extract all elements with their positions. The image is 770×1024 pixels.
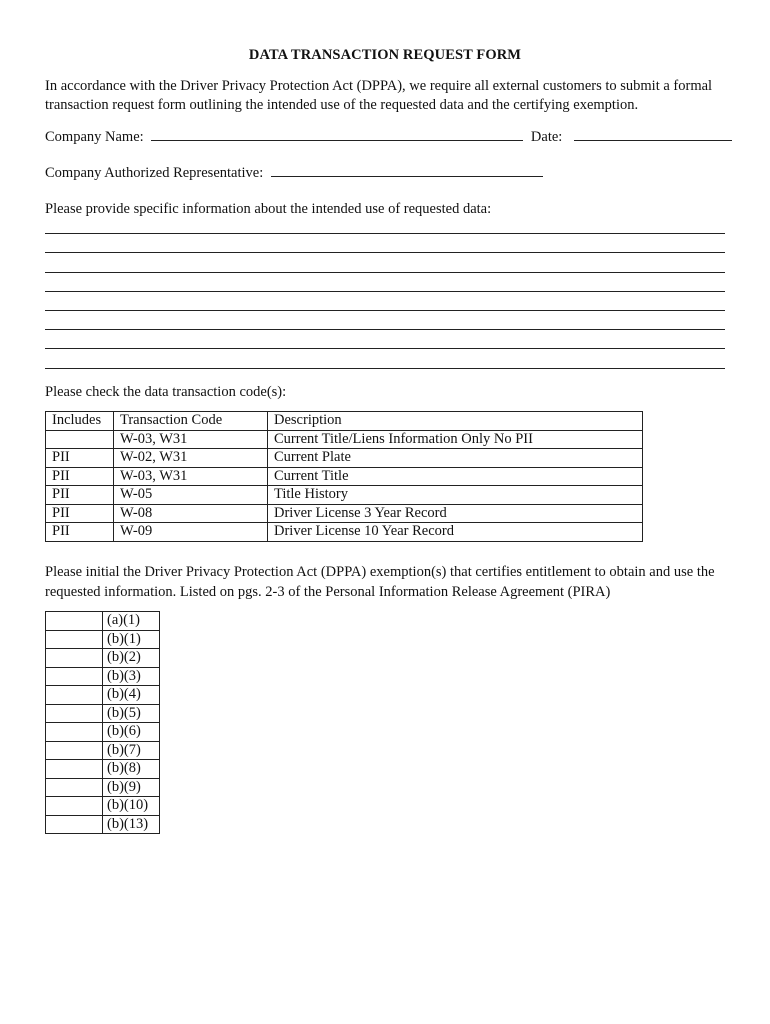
initial-cell[interactable]: [46, 778, 103, 797]
company-date-row: [45, 128, 735, 146]
exemption-code: (b)(6): [103, 723, 160, 742]
writing-line: [45, 349, 725, 368]
intended-use-prompt: Please provide specific information about the intended use of requested data:: [45, 201, 492, 217]
table-row: [46, 723, 160, 742]
writing-line: [45, 273, 725, 292]
initial-cell[interactable]: [46, 741, 103, 760]
date-field[interactable]: [574, 128, 732, 141]
initial-cell[interactable]: [46, 667, 103, 686]
description-cell: Driver License 10 Year Record: [268, 523, 643, 542]
table-row: [46, 815, 160, 834]
initial-cell[interactable]: [46, 612, 103, 631]
table-row: [46, 523, 643, 542]
description-cell: Current Title: [268, 467, 643, 486]
description-cell: Driver License 3 Year Record: [268, 504, 643, 523]
header-includes: Includes: [46, 412, 114, 431]
initial-cell[interactable]: [46, 649, 103, 668]
code-cell: W-05: [114, 486, 268, 505]
exemption-code: (b)(4): [103, 686, 160, 705]
writing-line: [45, 234, 725, 253]
initial-exemptions-prompt: Please initial the Driver Privacy Protection Act (DPPA) exemption(s) that certifies entitlement to obtain and use the requested information. Listed on pgs. 2-3 of the Personal Information Release Agreement (PIRA): [45, 564, 715, 600]
includes-cell[interactable]: PII: [46, 467, 114, 486]
table-row: [46, 667, 160, 686]
exemption-code: (b)(7): [103, 741, 160, 760]
table-row: [46, 430, 643, 449]
company-name-field[interactable]: [151, 128, 523, 141]
code-cell: W-02, W31: [114, 449, 268, 468]
table-row: [46, 649, 160, 668]
initial-cell[interactable]: [46, 723, 103, 742]
exemption-code: (a)(1): [103, 612, 160, 631]
table-row: [46, 778, 160, 797]
intended-use-field[interactable]: [45, 215, 725, 369]
exemption-code: (b)(9): [103, 778, 160, 797]
code-cell: W-08: [114, 504, 268, 523]
exemption-code: (b)(8): [103, 760, 160, 779]
code-cell: W-03, W31: [114, 430, 268, 449]
table-row: [46, 449, 643, 468]
exemption-code: (b)(5): [103, 704, 160, 723]
exemption-code: (b)(10): [103, 797, 160, 816]
company-name-label: Company Name:: [45, 129, 144, 145]
code-cell: W-03, W31: [114, 467, 268, 486]
exemption-code: (b)(3): [103, 667, 160, 686]
includes-cell[interactable]: PII: [46, 504, 114, 523]
table-row: [46, 612, 160, 631]
table-row: [46, 504, 643, 523]
table-row: [46, 741, 160, 760]
initial-cell[interactable]: [46, 704, 103, 723]
writing-line: [45, 215, 725, 234]
header-description: Description: [268, 412, 643, 431]
writing-line: [45, 292, 725, 311]
table-row: [46, 797, 160, 816]
table-row: [46, 630, 160, 649]
table-header-row: [46, 412, 643, 431]
transaction-codes-table: [45, 411, 643, 542]
initial-cell[interactable]: [46, 630, 103, 649]
initial-cell[interactable]: [46, 815, 103, 834]
includes-cell[interactable]: PII: [46, 486, 114, 505]
includes-cell[interactable]: PII: [46, 449, 114, 468]
description-cell: Current Title/Liens Information Only No PII: [268, 430, 643, 449]
initial-cell[interactable]: [46, 760, 103, 779]
includes-cell[interactable]: [46, 430, 114, 449]
representative-field[interactable]: [271, 164, 543, 177]
date-label: Date:: [530, 129, 563, 145]
code-cell: W-09: [114, 523, 268, 542]
representative-label: Company Authorized Representative:: [45, 165, 264, 181]
description-cell: Title History: [268, 486, 643, 505]
initial-cell[interactable]: [46, 797, 103, 816]
writing-line: [45, 330, 725, 349]
table-row: [46, 686, 160, 705]
table-row: [46, 467, 643, 486]
form-title: DATA TRANSACTION REQUEST FORM: [248, 47, 522, 63]
exemptions-table: [45, 611, 160, 834]
table-row: [46, 704, 160, 723]
exemption-code: (b)(2): [103, 649, 160, 668]
table-row: [46, 486, 643, 505]
description-cell: Current Plate: [268, 449, 643, 468]
table-row: [46, 760, 160, 779]
exemption-code: (b)(13): [103, 815, 160, 834]
writing-line: [45, 253, 725, 272]
check-codes-prompt: Please check the data transaction code(s):: [45, 384, 287, 400]
initial-cell[interactable]: [46, 686, 103, 705]
includes-cell[interactable]: PII: [46, 523, 114, 542]
representative-row: [45, 164, 543, 182]
exemption-code: (b)(1): [103, 630, 160, 649]
writing-line: [45, 311, 725, 330]
intro-paragraph: In accordance with the Driver Privacy Protection Act (DPPA), we require all external customers to submit a formal transaction request form outlining the intended use of the requested data and the certifying exemption.: [45, 78, 713, 113]
header-transaction-code: Transaction Code: [114, 412, 268, 431]
